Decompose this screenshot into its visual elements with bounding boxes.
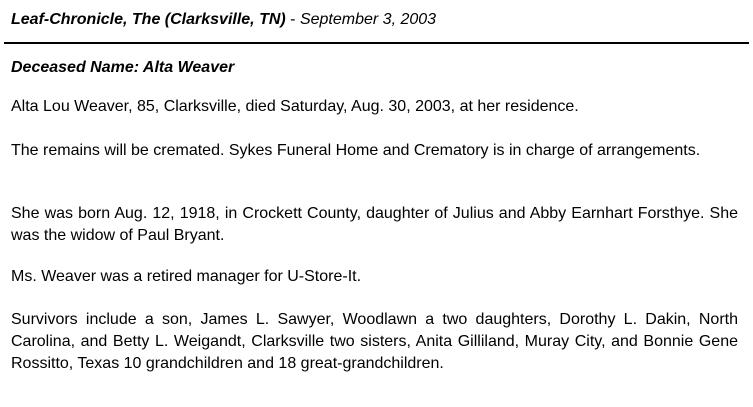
header-separator: - <box>285 11 300 28</box>
deceased-name-heading: Deceased Name: Alta Weaver <box>11 59 235 76</box>
obituary-paragraph-birth: She was born Aug. 12, 1918, in Crockett County, daughter of Julius and Abby Earnhart Forsthye. She was the widow of Paul Bryant. <box>11 205 738 244</box>
publication-name: Leaf-Chronicle, The (Clarksville, TN) <box>11 11 286 28</box>
obituary-paragraph-survivors: Survivors include a son, James L. Sawyer, Woodlawn a two daughters, Dorothy L. Dakin, North Carolina, and Betty L. Weigandt, Clarksville two sisters, Anita Gilliland, Muray City, and Bonnie Gene Rossitto, Texas 10 grandchildren and 18 great-grandchildren. <box>11 311 738 372</box>
obituary-paragraph-death: Alta Lou Weaver, 85, Clarksville, died Saturday, Aug. 30, 2003, at her residence. <box>11 98 579 115</box>
obituary-paragraph-career: Ms. Weaver was a retired manager for U-Store-It. <box>11 268 362 285</box>
article-header <box>11 9 436 31</box>
obituary-paragraph-arrangements: The remains will be cremated. Sykes Funeral Home and Crematory is in charge of arrangements. <box>11 142 701 159</box>
header-divider <box>4 42 749 44</box>
publication-date: September 3, 2003 <box>299 11 437 28</box>
